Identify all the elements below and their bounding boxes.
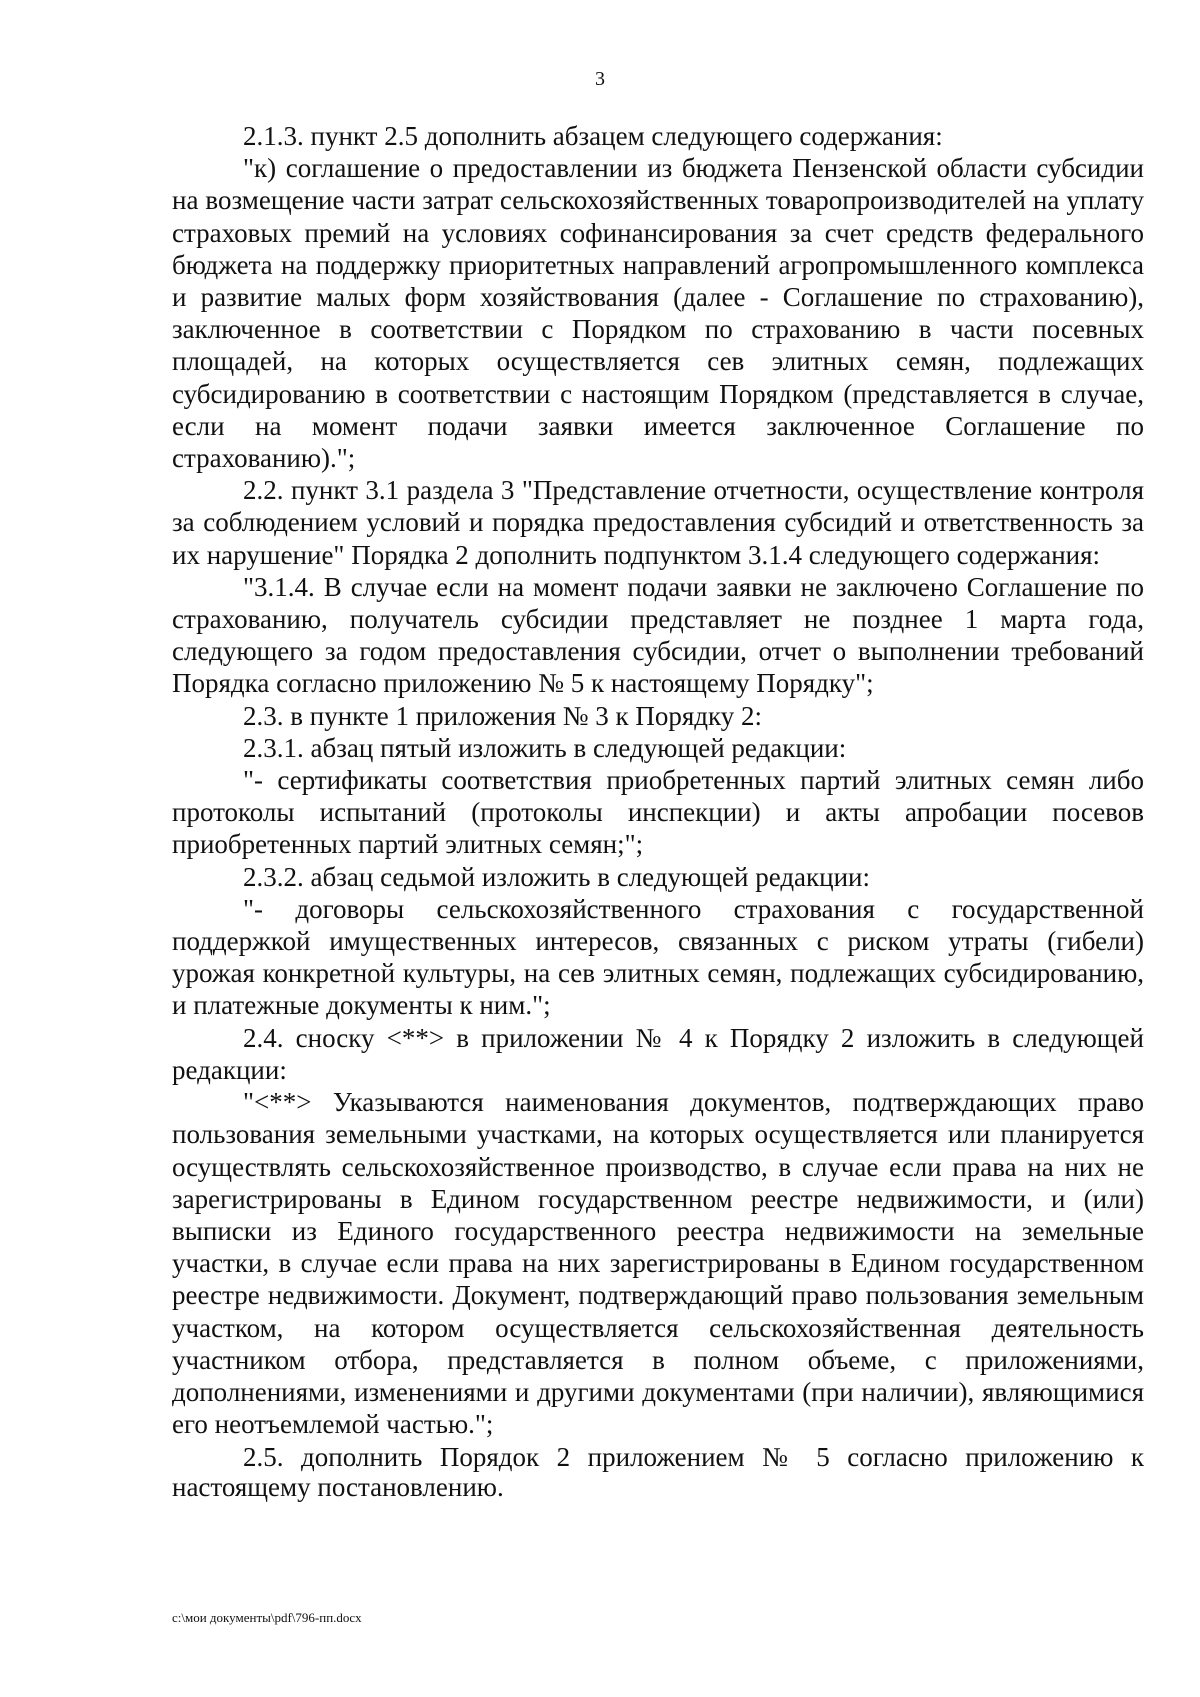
paragraph-2-3-1: 2.3.1. абзац пятый изложить в следующей редакции: (243, 732, 847, 763)
paragraph-footnote: "<**> Указываются наименования документов, подтверждающих право пользования земельными участками, на которых осуществляется или планируется осуществлять сельскохозяйственное производство, в случае если права на них не зарегистрированы в Едином государственном реестре недвижимости, и (или) выписки из Единого государственного реестра недвижимости на земельные участки, в случае если права на них зарегистрированы в Едином государственном реестре недвижимости. Документ, подтверждающий право пользования земельным участком, на котором осуществляется сельскохозяйственная деятельность участником отбора, представляется в полном объеме, с приложениями, дополнениями, изменениями и другими документами (при наличии), являющимися его неотъемлемой частью."; (172, 1087, 1144, 1440)
paragraph-2-3-2: 2.3.2. абзац седьмой изложить в следующей редакции: (243, 861, 871, 892)
paragraph-k-agreement: "к) соглашение о предоставлении из бюджета Пензенской области субсидии на возмещение части затрат сельскохозяйственных товаропроизводителей на уплату страховых премий на условиях софинансирования за счет средств федерального бюджета на поддержку приоритетных направлений агропромышленного комплекса и развитие малых форм хозяйствования (далее - Соглашение по страхованию), заключенное в соответствии с Порядком по страхованию в части посевных площадей, на которых осуществляется сев элитных семян, подлежащих субсидированию в соответствии с настоящим Порядком (представляется в случае, если на момент подачи заявки имеется заключенное Соглашение по страхованию)."; (172, 153, 1144, 474)
paragraph-insurance-contracts: "- договоры сельскохозяйственного страхования с государственной поддержкой имущественных интересов, связанных с риском утраты (гибели) урожая конкретной культуры, на сев элитных семян, подлежащих субсидированию, и платежные документы к ним."; (172, 893, 1144, 1021)
paragraph-2-5: 2.5. дополнить Порядок 2 приложением № 5 согласно приложению к настоящему постановлению. (172, 1442, 1144, 1503)
document-body (172, 120, 1144, 1502)
paragraph-2-1-3: 2.1.3. пункт 2.5 дополнить абзацем следующего содержания: (243, 121, 943, 151)
paragraph-2-4: 2.4. сноску <**> в приложении № 4 к Порядку 2 изложить в следующей редакции: (172, 1022, 1144, 1085)
paragraph-3-1-4: "3.1.4. В случае если на момент подачи заявки не заключено Соглашение по страхованию, получатель субсидии представляет не позднее 1 марта года, следующего за годом предоставления субсидии, отчет о выполнении требований Порядка согласно приложению № 5 к настоящему Порядку"; (172, 571, 1144, 699)
page-number: 3 (595, 68, 605, 90)
paragraph-certificates: "- сертификаты соответствия приобретенных партий элитных семян либо протоколы испытаний (протоколы инспекции) и акты апробации посевов приобретенных партий элитных семян;"; (172, 765, 1144, 860)
paragraph-2-2: 2.2. пункт 3.1 раздела 3 "Представление отчетности, осуществление контроля за соблюдением условий и порядка предоставления субсидий и ответственность за их нарушение" Порядка 2 дополнить подпунктом 3.1.4 следующего содержания: (172, 475, 1144, 570)
file-path-footer: c:\мои документы\pdf\796-пп.docx (172, 1610, 362, 1625)
paragraph-2-3: 2.3. в пункте 1 приложения № 3 к Порядку 2: (243, 700, 763, 731)
